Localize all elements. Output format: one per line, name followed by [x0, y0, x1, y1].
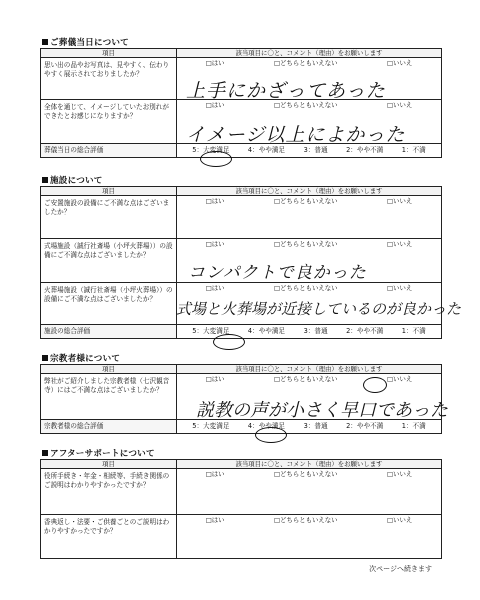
option-yes[interactable]: □はい [205, 59, 225, 67]
answer-header: 該当項目に〇と、コメント（理由）をお願いします [177, 49, 442, 58]
question-text: 式場施設（誠行社斎場（小坪火葬場））の設備にご不満な点はございましたか？ [41, 239, 177, 283]
rating-2[interactable]: 2：やや不満 [346, 327, 384, 335]
answer-cell [177, 515, 442, 559]
option-no[interactable]: □いいえ [387, 240, 413, 248]
summary-label: 葬儀当日の総合評価 [41, 144, 177, 158]
option-yes[interactable]: □はい [205, 240, 225, 248]
item-header: 項目 [41, 460, 177, 469]
selection-circle [363, 377, 387, 393]
answer-header: 該当項目に〇と、コメント（理由）をお願いします [177, 187, 442, 196]
option-no[interactable]: □いいえ [387, 101, 413, 109]
rating-5[interactable]: 5：大変満足 [192, 146, 230, 154]
handwritten-comment: コンパクトで良かった [188, 263, 367, 283]
handwritten-comment: 説教の声が小さく早口であった [196, 400, 448, 421]
option-yes[interactable]: □はい [205, 101, 225, 109]
handwritten-comment: 式場と火葬場が近接しているのが良かった [176, 300, 462, 318]
option-neutral[interactable]: □どちらともいえない [274, 516, 338, 524]
table-aftersupport [40, 459, 442, 559]
option-no[interactable]: □いいえ [387, 197, 413, 205]
question-text: 弊社がご紹介しました宗教者様（七沢観音寺）にはご不満な点はございましたか？ [41, 374, 177, 420]
item-header: 項目 [41, 365, 177, 374]
item-header: 項目 [41, 49, 177, 58]
rating-4[interactable]: 4：やや満足 [247, 422, 286, 430]
rating-3[interactable]: 3：普通 [303, 146, 328, 154]
question-text: 全体を通じて、イメージしていたお別れができたとお感じになりますか？ [41, 100, 177, 144]
rating-4[interactable]: 4：やや満足 [247, 146, 286, 154]
question-text: 役所手続き・年金・相続等、手続き関係のご説明はわかりやすかったですか？ [41, 469, 177, 515]
option-no[interactable]: □いいえ [387, 375, 413, 383]
answer-header: 該当項目に〇と、コメント（理由）をお願いします [177, 365, 442, 374]
option-no[interactable]: □いいえ [387, 516, 413, 524]
question-text: 香典返し・法要・ご供養ごとのご説明はわかりやすかったですか？ [41, 515, 177, 559]
rating-3[interactable]: 3：普通 [303, 422, 328, 430]
option-neutral[interactable]: □どちらともいえない [274, 470, 338, 478]
question-text: 思い出の品やお写真は、見やすく、伝わりやすく展示されておりましたか？ [41, 58, 177, 100]
handwritten-comment: 上手にかざってあった [186, 80, 386, 102]
rating-1[interactable]: 1：不満 [401, 327, 426, 335]
selection-circle [255, 427, 287, 443]
item-header: 項目 [41, 187, 177, 196]
section-title-facility: 施設について [42, 174, 103, 186]
option-neutral[interactable]: □どちらともいえない [274, 284, 338, 292]
option-neutral[interactable]: □どちらともいえない [274, 197, 338, 205]
option-yes[interactable]: □はい [205, 197, 225, 205]
option-neutral[interactable]: □どちらともいえない [274, 59, 338, 67]
option-yes[interactable]: □はい [205, 284, 225, 292]
summary-label: 宗教者様の総合評価 [41, 420, 177, 434]
option-no[interactable]: □いいえ [387, 284, 413, 292]
rating-3[interactable]: 3：普通 [303, 327, 328, 335]
option-yes[interactable]: □はい [205, 375, 225, 383]
rating-2[interactable]: 2：やや不満 [346, 146, 384, 154]
answer-cell [177, 196, 442, 239]
section-title-aftersupport: アフターサポートについて [42, 447, 155, 459]
section-title-religious: 宗教者様について [42, 352, 120, 364]
option-no[interactable]: □いいえ [387, 470, 413, 478]
rating-4[interactable]: 4：やや満足 [247, 327, 286, 335]
option-neutral[interactable]: □どちらともいえない [274, 240, 338, 248]
rating-5[interactable]: 5：大変満足 [192, 327, 230, 335]
option-yes[interactable]: □はい [205, 516, 225, 524]
question-text: 火葬場施設（誠行社斎場（小坪火葬場））の設備にご不満な点はございましたか？ [41, 283, 177, 325]
question-text: ご安置施設の設備にご不満な点はございましたか？ [41, 196, 177, 239]
selection-circle [200, 151, 232, 167]
option-yes[interactable]: □はい [205, 470, 225, 478]
option-no[interactable]: □いいえ [387, 59, 413, 67]
rating-1[interactable]: 1：不満 [401, 146, 426, 154]
selection-circle [213, 334, 245, 350]
section-title-ceremony: ご葬儀当日について [42, 36, 129, 48]
answer-cell [177, 469, 442, 515]
footer-continue: 次ページへ続きます [369, 565, 432, 573]
option-neutral[interactable]: □どちらともいえない [274, 101, 338, 109]
rating-2[interactable]: 2：やや不満 [346, 422, 384, 430]
rating-1[interactable]: 1：不満 [401, 422, 426, 430]
answer-header: 該当項目に〇と、コメント（理由）をお願いします [177, 460, 442, 469]
summary-label: 施設の総合評価 [41, 325, 177, 339]
handwritten-comment: イメージ以上によかった [186, 124, 406, 146]
option-neutral[interactable]: □どちらともいえない [274, 375, 338, 383]
rating-5[interactable]: 5：大変満足 [192, 422, 230, 430]
